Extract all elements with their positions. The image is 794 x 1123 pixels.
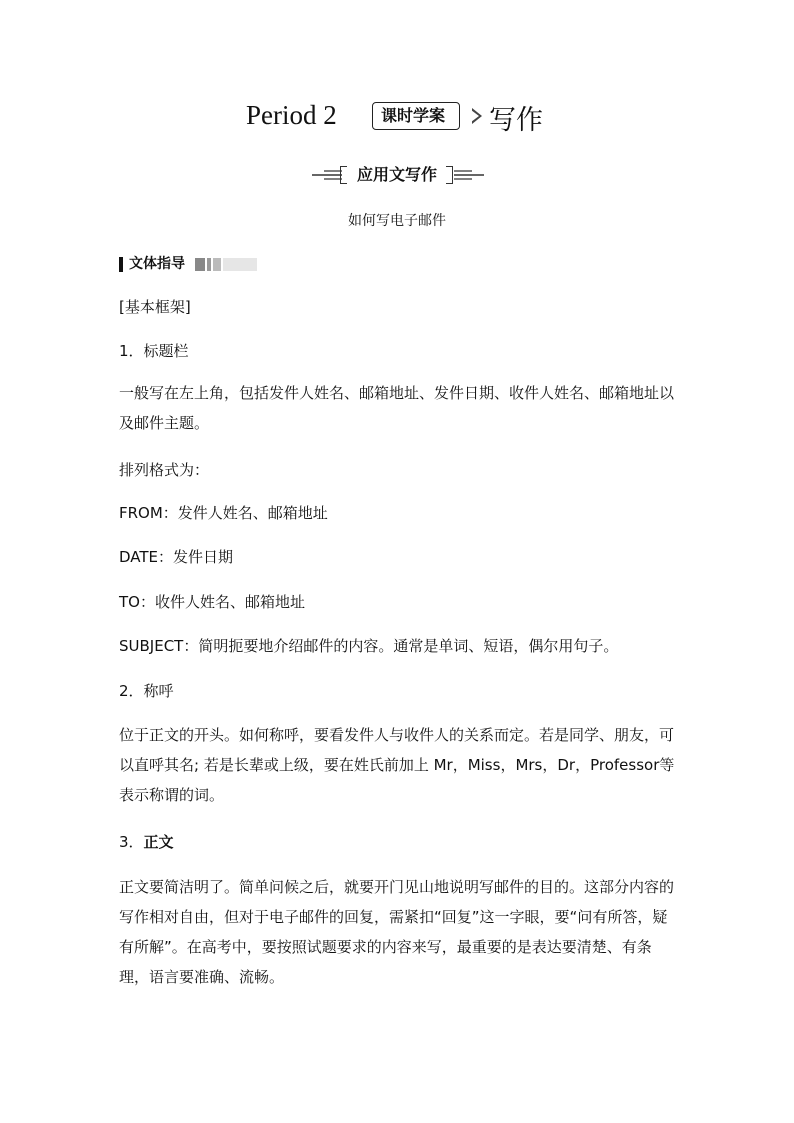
framework-label: [基本框架] (119, 298, 191, 316)
section-banner (0, 164, 794, 188)
guide-heading-text: 文体指导 (129, 256, 185, 272)
format-label: 排列格式为： (119, 461, 210, 479)
section-3-label: 正文 (143, 833, 174, 851)
format-subject: SUBJECT：简明扼要地介绍邮件的内容。通常是单词、短语，偶尔用句子。 (119, 637, 619, 655)
decorative-lines-icon (312, 168, 342, 182)
lesson-tag: 课时学案 (372, 102, 460, 130)
section-3-title (119, 827, 679, 857)
heading-bar-icon (119, 257, 123, 272)
period-label: Period 2 (246, 100, 337, 130)
format-date: DATE：发件日期 (119, 548, 234, 566)
section-1-paragraph: 一般写在左上角，包括发件人姓名、邮箱地址、发件日期、收件人姓名、邮箱地址以及邮件主题。 (119, 384, 675, 432)
format-from: FROM：发件人姓名、邮箱地址 (119, 504, 328, 522)
page-header (0, 98, 794, 138)
section-2-paragraph: 位于正文的开头。如何称呼，要看发件人与收件人的关系而定。若是同学、朋友，可以直呼其名; 若是长辈或上级，要在姓氏前加上 Mr，Miss，Mrs，Dr，Professor等表示称谓的词。 (119, 726, 675, 804)
page-title: 写作 (489, 105, 543, 136)
section-1-title: 1．标题栏 (119, 342, 189, 360)
format-to: TO：收件人姓名、邮箱地址 (119, 593, 305, 611)
section-title: 应用文写作 (356, 165, 437, 184)
section-3-number: 3． (119, 833, 144, 851)
decorative-lines-icon (454, 168, 484, 182)
gradient-bar-icon (195, 258, 257, 271)
section-subtitle: 如何写电子邮件 (348, 213, 446, 229)
section-2-title: 2．称呼 (119, 682, 174, 700)
bracket-right-icon (446, 166, 453, 184)
section-3-paragraph: 正文要简洁明了。简单问候之后，就要开门见山地说明写邮件的目的。这部分内容的写作相对自由，但对于电子邮件的回复，需紧扣“回复”这一字眼，要“问有所答，疑有所解”。在高考中，要按照试题要求的内容来写，最重要的是表达要清楚、有条理，语言要准确、流畅。 (119, 878, 675, 986)
